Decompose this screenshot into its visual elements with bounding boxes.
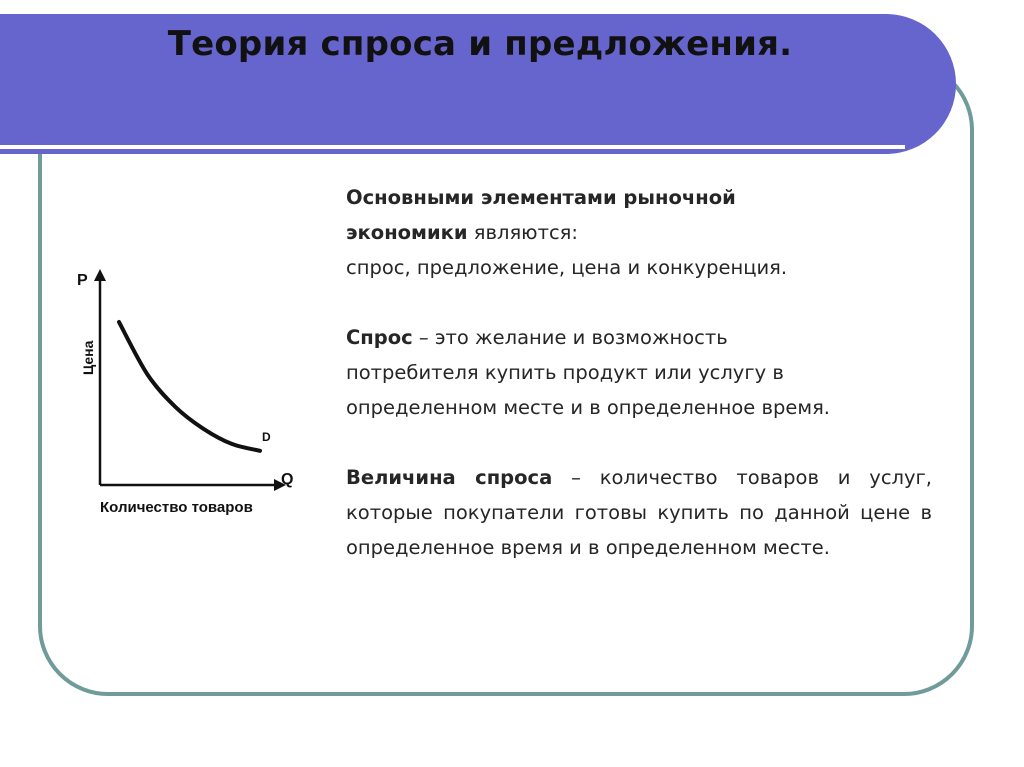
x-axis-letter: Q: [281, 471, 294, 488]
demand-curve: [119, 322, 260, 451]
p2-line3: определенном месте и в определенное время.: [346, 396, 831, 419]
y-axis-label: Цена: [80, 340, 96, 375]
paragraph-demand-quantity: [346, 460, 932, 565]
p2-bold: Спрос: [346, 326, 413, 349]
y-axis-arrow: [94, 269, 106, 281]
p3-bold: Величина спроса: [346, 466, 553, 489]
p1-line3: спрос, предложение, цена и конкуренция.: [346, 256, 788, 279]
p3-rest: – количество товаров и услуг, которые покупатели готовы купить по данной цене в определенное время и в определенном месте.: [346, 466, 932, 559]
p1-bold-line2: экономики: [346, 221, 468, 244]
p1-rest: являются:: [467, 221, 578, 244]
p2-line2: потребителя купить продукт или услугу в: [346, 361, 784, 384]
text-content: [346, 180, 932, 565]
slide-title: Теория спроса и предложения.: [167, 24, 793, 64]
demand-chart: [70, 255, 310, 525]
p1-bold-line1: Основными элементами рыночной: [346, 186, 736, 209]
banner-divider: [0, 145, 905, 149]
p2-line1-rest: – это желание и возможность: [412, 326, 728, 349]
curve-label: D: [262, 430, 271, 444]
paragraph-demand: [346, 320, 932, 425]
paragraph-elements: [346, 180, 932, 285]
y-axis-letter: P: [77, 272, 88, 289]
x-axis-label: Количество товаров: [100, 499, 253, 516]
